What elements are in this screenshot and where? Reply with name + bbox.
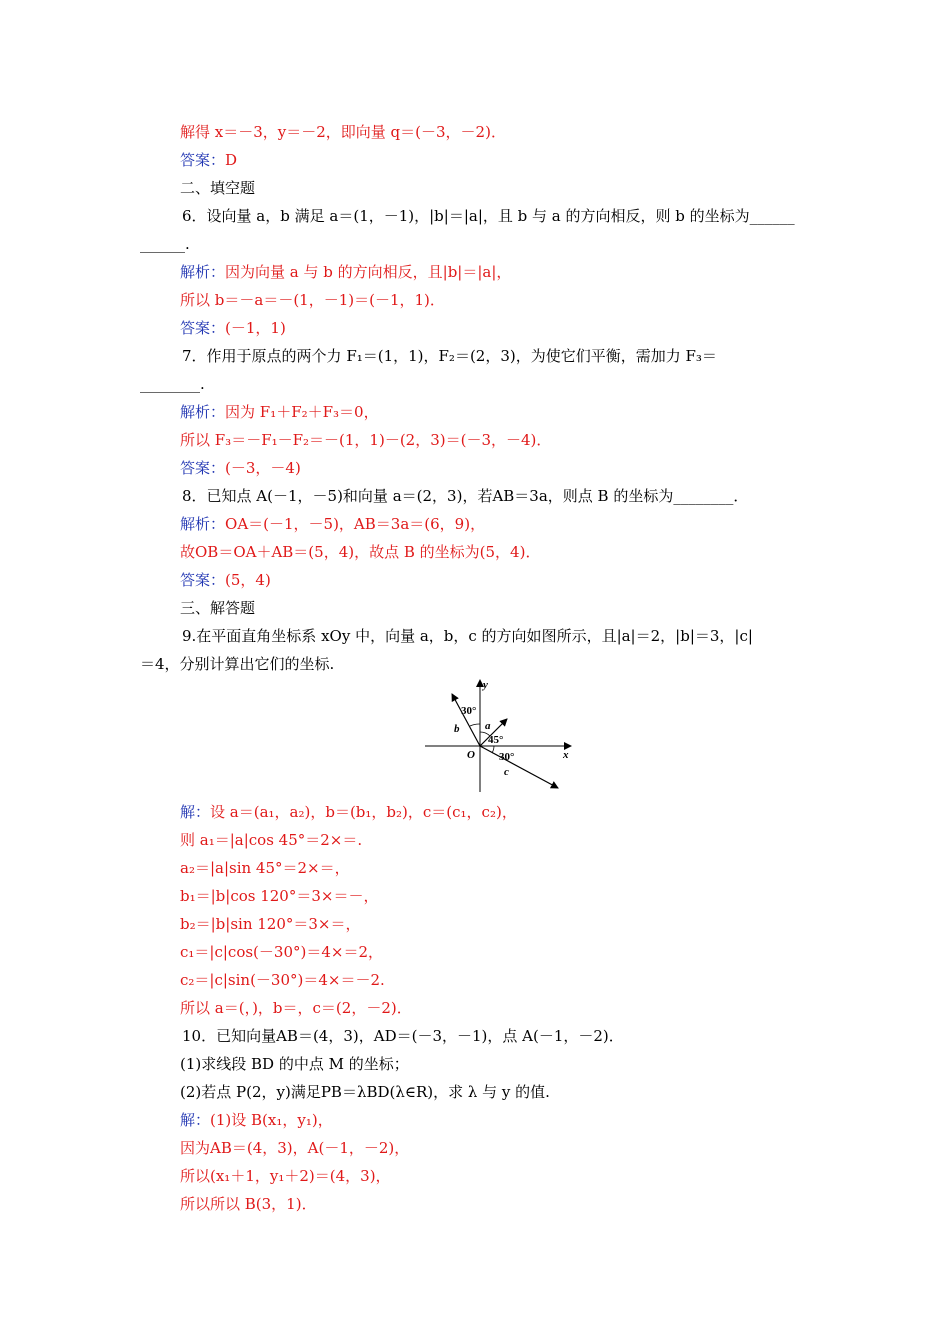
angle-b-arc <box>470 724 480 726</box>
question-6-cont: ______. <box>140 235 190 253</box>
question-8: 8．已知点 A(－1，－5)和向量 a＝(2，3)，若AB＝3a，则点 B 的坐标为________． <box>182 487 749 505</box>
x-axis-label: x <box>563 749 569 761</box>
solution-10-d: 所以所以 B(3，1)． <box>180 1195 317 1213</box>
question-6: 6．设向量 a，b 满足 a＝(1，－1)，|b|＝|a|，且 b 与 a 的方向相反，则 b 的坐标为______ <box>182 207 795 225</box>
answer-6: 答案：(－1，1) <box>180 319 286 337</box>
y-axis-label: y <box>483 679 488 691</box>
vector-b-label: b <box>454 723 460 735</box>
question-10-part1: (1)求线段 BD 的中点 M 的坐标； <box>180 1055 409 1073</box>
analysis-7: 解析：因为 F₁＋F₂＋F₃＝0， <box>180 403 379 421</box>
solution-10: 解：(1)设 B(x₁，y₁)， <box>180 1111 333 1129</box>
vector-a-label: a <box>485 720 491 732</box>
analysis-6: 解析：因为向量 a 与 b 的方向相反，且|b|＝|a|， <box>180 263 512 281</box>
solution-9-a2: a₂＝|a|sin 45°＝2×＝， <box>180 859 350 877</box>
section-fill-in: 二、填空题 <box>180 179 256 197</box>
question-10-part2: (2)若点 P(2，y)满足PB＝λBD(λ∈R)，求 λ 与 y 的值. <box>180 1083 550 1101</box>
line-answer-5: 答案：D <box>180 151 238 169</box>
analysis-6-b: 所以 b＝－a＝－(1，－1)＝(－1，1)． <box>180 291 445 309</box>
vector-c-arrow <box>480 746 558 788</box>
solution-9-b1: b₁＝|b|cos 120°＝3×＝－， <box>180 887 379 905</box>
solution-10-b: 因为AB＝(4，3)，A(－1，－2)， <box>180 1139 410 1157</box>
solution-9-a1: 则 a₁＝|a|cos 45°＝2×＝. <box>180 831 363 849</box>
question-10: 10．已知向量AB＝(4，3)，AD＝(－3，－1)，点 A(－1，－2)． <box>182 1027 624 1045</box>
solution-9-c1: c₁＝|c|cos(－30°)＝4×＝2， <box>180 943 383 961</box>
question-9-cont: ＝4，分别计算出它们的坐标. <box>140 655 335 673</box>
line-solve-q: 解得 x＝－3，y＝－2，即向量 q＝(－3，－2)． <box>180 123 506 141</box>
question-7-cont: ________. <box>140 375 205 393</box>
solution-9: 解：设 a＝(a₁，a₂)，b＝(b₁，b₂)，c＝(c₁，c₂)， <box>180 803 517 821</box>
solution-10-c: 所以(x₁＋1，y₁＋2)＝(4，3)， <box>180 1167 391 1185</box>
analysis-8: 解析：OA＝(－1，－5)，AB＝3a＝(6，9)， <box>180 515 486 533</box>
section-solutions: 三、解答题 <box>180 599 256 617</box>
angle-b-label: 30° <box>461 705 477 717</box>
analysis-7-b: 所以 F₃＝－F₁－F₂＝－(1，1)－(2，3)＝(－3，－4)． <box>180 431 552 449</box>
answer-8: 答案：(5，4) <box>180 571 271 589</box>
vector-c-label: c <box>504 766 509 778</box>
analysis-8-b: 故OB＝OA＋AB＝(5，4)，故点 B 的坐标为(5，4)． <box>180 543 541 561</box>
vector-b-arrow <box>452 694 480 746</box>
origin-label: O <box>467 749 475 761</box>
angle-c-label: 30° <box>499 751 515 763</box>
question-7: 7．作用于原点的两个力 F₁＝(1，1)，F₂＝(2，3)，为使它们平衡，需加力 F₃＝ <box>182 347 717 365</box>
vector-figure <box>425 676 575 796</box>
angle-a-label: 45° <box>488 734 504 746</box>
solution-9-result: 所以 a＝(，)，b＝，c＝(2，－2)． <box>180 999 412 1017</box>
question-9: 9.在平面直角坐标系 xOy 中，向量 a，b，c 的方向如图所示，且|a|＝2，|b|＝3，|c| <box>182 627 753 645</box>
answer-7: 答案：(－3，－4) <box>180 459 301 477</box>
angle-c-arc <box>492 746 494 753</box>
solution-9-c2: c₂＝|c|sin(－30°)＝4×＝－2. <box>180 971 385 989</box>
solution-9-b2: b₂＝|b|sin 120°＝3×＝， <box>180 915 361 933</box>
